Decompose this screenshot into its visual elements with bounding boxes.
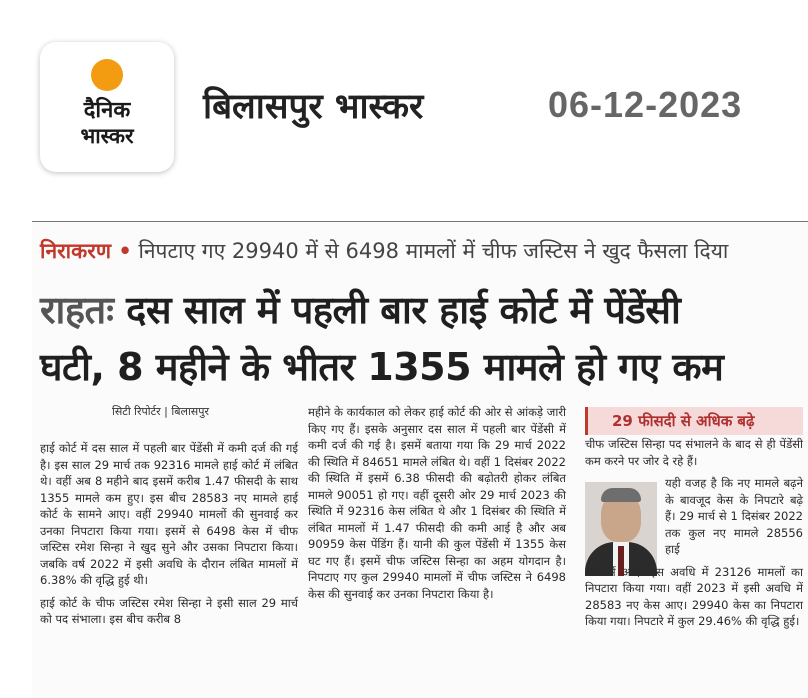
paragraph: हाई कोर्ट में दस साल में पहली बार पेंडेंसी में कमी दर्ज की गई है। इस साल 29 मार्च तक 92316 मामले हाई कोर्ट में लंबित थे। वहीं अब 8 महीने बाद इसमें करीब 1.47 फीसदी के साथ 1355 मामले कम हुए। इस बीच 28583 नए मामले हाई कोर्ट के सामने आए। वहीं 29940 मामलों की सुनवाई कर उनका निपटारा किया गया। इसमें से 6498 केस में चीफ जस्टिस रमेश सिन्हा ने खुद सुने और उसका निपटारा किया। जबकि वर्ष 2022 में इसी अवधि के दौरान लंबित मामलों में 6.38% की वृद्धि हुई थी। — [40, 441, 298, 587]
kicker — [40, 237, 728, 265]
article-column-2 — [308, 404, 566, 608]
edition-date: 06-12-2023 — [548, 84, 743, 125]
side-heading-box — [585, 407, 803, 435]
byline: सिटी रिपोर्टर | बिलासपुर — [112, 405, 209, 418]
headline-line1-text: दस साल में पहली बार हाई कोर्ट में पेंडेंसी — [113, 288, 681, 332]
logo-text-line1: दैनिक — [83, 98, 131, 123]
sun-icon — [91, 59, 123, 91]
paragraph: चीफ जस्टिस सिन्हा पद संभालने के बाद से ही पेंडेंसी कम करने पर जोर दे रहे हैं। — [585, 437, 803, 468]
paragraph: यही वजह है कि नए मामले बढ़ने के बावजूद केस के निपटारे बढ़े हैं। 29 मार्च से 1 दिसंबर 2022 तक कुल नए मामले 28556 हाई — [665, 476, 803, 556]
dainik-bhaskar-logo — [40, 42, 174, 172]
top-rule — [32, 221, 808, 222]
headline-line1 — [40, 283, 680, 335]
paragraph: हाई कोर्ट के चीफ जस्टिस रमेश सिन्हा ने इसी साल 29 मार्च को पद संभाला। इस बीच करीब 8 — [40, 595, 298, 626]
side-heading: 29 फीसदी से अधिक बढ़े — [612, 412, 755, 430]
headline-line2: घटी, 8 महीने के भीतर 1355 मामले हो गए कम — [40, 345, 724, 389]
headline-lead: राहतः — [40, 288, 114, 332]
paragraph: कोर्ट में आए। इस अवधि में 23126 मामलों का निपटारा किया गया। वहीं 2023 में इसी अवधि में 28583 नए केस आए। 29940 केस का निपटारा किया गया। निपटारे में कुल 29.46% की वृद्धि हुई। — [585, 564, 803, 628]
edition-title: बिलासपुर भास्कर — [203, 87, 424, 127]
kicker-text: निपटाए गए 29940 में से 6498 मामलों में चीफ जस्टिस ने खुद फैसला दिया — [138, 239, 729, 263]
article-column-1 — [40, 440, 298, 634]
kicker-label: निराकरण • — [40, 239, 132, 263]
article-column-3 — [585, 436, 803, 636]
paragraph: महीने के कार्यकाल को लेकर हाई कोर्ट की ओर से आंकड़े जारी किए गए हैं। इसके अनुसार दस साल में पहली बार पेंडेंसी में कमी दर्ज की गई है। इसमें बताया गया कि 29 मार्च 2022 की स्थिति में 84651 मामले लंबित थे। वहीं 1 दिसंबर 2022 की स्थिति में इसमें 6.38 फीसदी की बढ़ोतरी होकर लंबित मामले 90051 हो गए। वहीं दूसरी ओर 29 मार्च 2023 की स्थिति में 92316 केस लंबित थे और 1 दिसंबर की स्थिति में लंबित मामलों में 1.47 फीसदी की कमी आई है और अब 90959 केस पेंडिंग हैं। यानी की कुल पेंडेंसी में 1355 केस घट गए हैं। इसमें चीफ जस्टिस सिन्हा का अहम योगदान है। निपटाए गए कुल 29940 मामलों में चीफ जस्टिस ने 6498 केस की सुनवाई कर उनका निपटारा किया है। — [308, 405, 566, 601]
logo-text-line2: भास्कर — [80, 124, 134, 148]
